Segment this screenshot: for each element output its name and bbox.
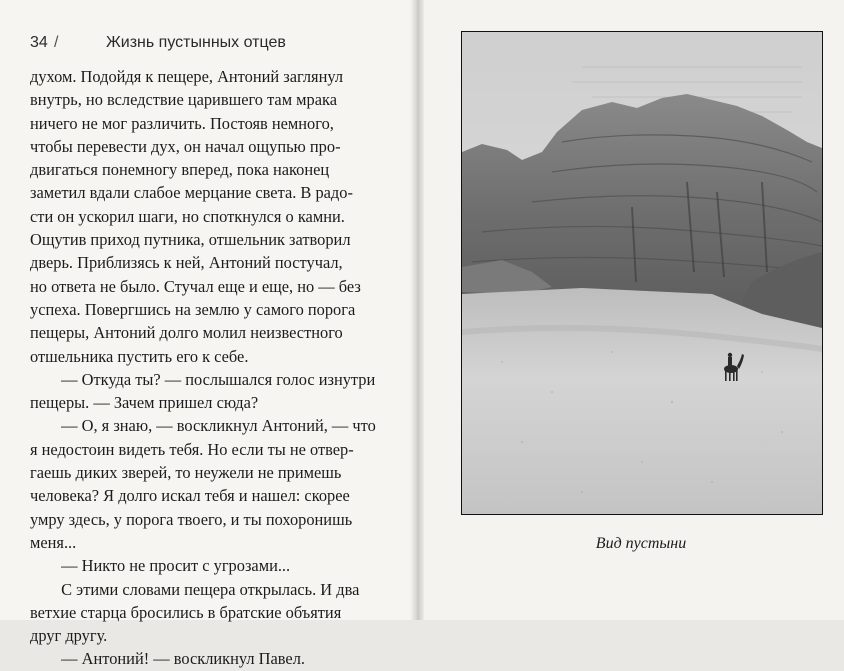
text-line: — Откуда ты? — послышался голос изнутри — [61, 369, 376, 389]
text-line: успеха. Повергшись на землю у самого порога — [30, 299, 356, 319]
text-line: я недостоин видеть тебя. Но если ты не отвер- — [30, 439, 354, 459]
text-line: духом. Подойдя к пещере, Антоний заглянул — [30, 67, 344, 86]
desert-photo-icon — [462, 32, 822, 514]
desert-photo — [461, 31, 823, 515]
page-number: 34 — [30, 34, 48, 51]
page-separator: / — [54, 34, 59, 51]
text-line: ветхие старца бросились в братские объятия — [30, 602, 342, 622]
text-line: ничего не мог различить. Постояв немного, — [30, 113, 334, 133]
text-line: — Никто не просит с угрозами... — [61, 556, 291, 576]
body-text — [30, 65, 390, 671]
text-line: внутрь, но вследствие царившего там мрака — [30, 90, 338, 110]
figure-caption: Вид пустыни — [595, 535, 687, 552]
text-line: умру здесь, у порога твоего, и ты похоронишь — [30, 509, 353, 529]
text-line: пещеры, Антоний долго молил неизвестного — [30, 323, 343, 343]
text-line: человека? Я долго искал тебя и нашел: скорее — [30, 486, 350, 506]
text-line: сти он ускорил шаги, но споткнулся о камни. — [30, 206, 345, 226]
text-line: — Антоний! — воскликнул Павел. — [61, 649, 305, 669]
text-line: дверь. Приблизясь к ней, Антоний постучал, — [30, 253, 343, 273]
left-page — [0, 0, 416, 669]
running-title: Жизнь пустынных отцев — [106, 34, 286, 51]
right-page — [424, 0, 844, 620]
text-line: отшельника пустить его к себе. — [30, 346, 249, 366]
text-line: — О, я знаю, — воскликнул Антоний, — что — [61, 416, 376, 436]
text-line: чтобы перевести дух, он начал ощупью про- — [30, 136, 341, 156]
text-line: С этими словами пещера открылась. И два — [61, 579, 360, 599]
text-line: гаешь диких зверей, то неужели не примешь — [30, 463, 342, 483]
text-line: заметил вдали слабое мерцание света. В радо- — [30, 183, 353, 203]
text-line: Ощутив приход путника, отшельник затворил — [30, 230, 351, 250]
text-line: но ответа не было. Стучал еще и еще, но — без — [30, 276, 361, 296]
running-head — [30, 34, 400, 56]
text-line: меня... — [30, 532, 77, 552]
text-line: пещеры. — Зачем пришел сюда? — [30, 393, 259, 413]
text-line: друг другу. — [30, 626, 108, 646]
book-gutter — [410, 0, 424, 620]
text-line: двигаться понемногу вперед, пока наконец — [30, 160, 330, 180]
